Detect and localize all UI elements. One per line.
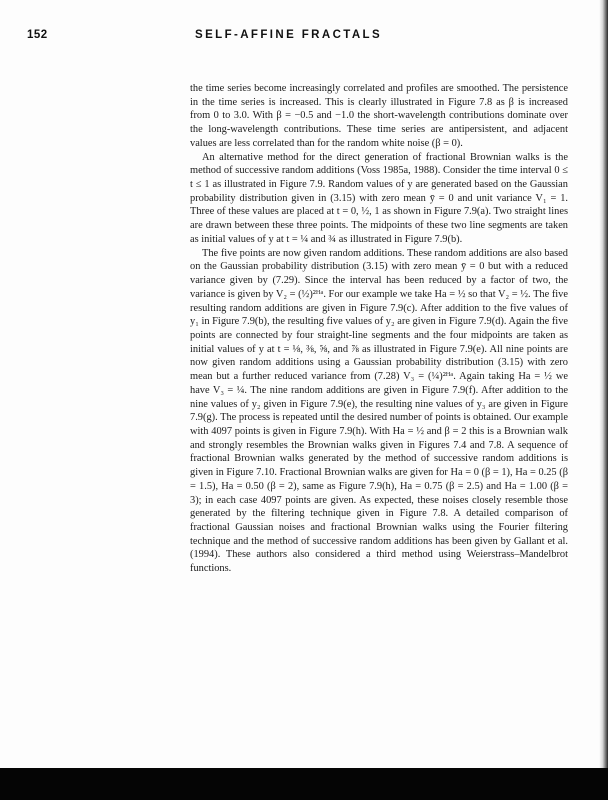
paragraph-1: the time series become increasingly correlated and profiles are smoothed. The persistence in the time series is increased. This is clearly illustrated in Figure 7.8 as β is increased from 0 to 3.0. With β = −0.5 and −1.0 the short-wavelength contributions dominate over the long-wavelength contributions. These time series are antipersistent, and adjacent values are less correlated than for the random white noise (β = 0).	[190, 83, 568, 149]
body-text	[190, 82, 568, 576]
paragraph-3: The five points are now given random additions. These random additions are also based on the Gaussian probability distribution (3.15) with zero mean ȳ = 0 but with a reduced variance given by (7.29). Since the interval has been reduced by a factor of two, the variance is given by V₂ = (½)²ᴴᵃ. For our example we take Ha = ½ so that V₂ = ½. The five resulting random additions are given in Figure 7.9(c). After addition to the five values of y₁ in Figure 7.9(b), the resulting five values of y₂ are given in Figure 7.9(d). Again the five points are connected by four straight-line segments and the four midpoints are taken as initial values of y at t = ⅛, ⅜, ⅝, and ⅞ as illustrated in Figure 7.9(e). All nine points are now given random additions using a Gaussian probability distribution (3.15) with zero mean but a further reduced variance from (7.28) V₃ = (¼)²ᴴᵃ. Again taking Ha = ½ we have V₃ = ¼. The nine random additions are given in Figure 7.9(f). After addition to the nine values of y₂ given in Figure 7.9(e), the resulting nine values of y₃ are given in Figure 7.9(g). The process is repeated until the desired number of points is obtained. Our example with 4097 points is given in Figure 7.9(h). With Ha = ½ and β = 2 this is a Brownian walk and strongly resembles the Brownian walks given in Figures 7.4 and 7.8. A sequence of fractional Brownian walks generated by the method of successive random additions is given in Figure 7.10. Fractional Brownian walks are given for Ha = 0 (β = 1), Ha = 0.25 (β = 1.5), Ha = 0.50 (β = 2), same as Figure 7.9(h), Ha = 0.75 (β = 2.5) and Ha = 1.00 (β = 3); in each case 4097 points are given. As expected, these noises closely resemble those generated by the filtering technique given in Figure 7.8. A detailed comparison of fractional Gaussian noises and fractional Brownian walks using the Fourier filtering technique and the method of successive random additions has been given by Gallant et al. (1994). These authors also considered a third method using Weierstrass–Mandelbrot functions.	[190, 247, 568, 575]
paragraph-2: An alternative method for the direct generation of fractional Brownian walks is the method of successive random additions (Voss 1985a, 1988). Consider the time interval 0 ≤ t ≤ 1 as illustrated in Figure 7.9. Random values of y are generated based on the Gaussian probability distribution given in (3.15) with zero mean ȳ = 0 and unit variance V₁ = 1. Three of these values are placed at t = 0, ½, 1 as shown in Figure 7.9(a). Two straight lines are drawn between these three points. The midpoints of these two line segments are taken as initial values of y at t = ¼ and ¾ as illustrated in Figure 7.9(b).	[190, 151, 568, 245]
running-head: SELF-AFFINE FRACTALS	[195, 29, 383, 41]
page-number: 152	[27, 29, 48, 41]
page-header	[27, 29, 577, 47]
scan-bottom-border	[0, 768, 608, 800]
scan-edge-shadow	[599, 0, 608, 800]
